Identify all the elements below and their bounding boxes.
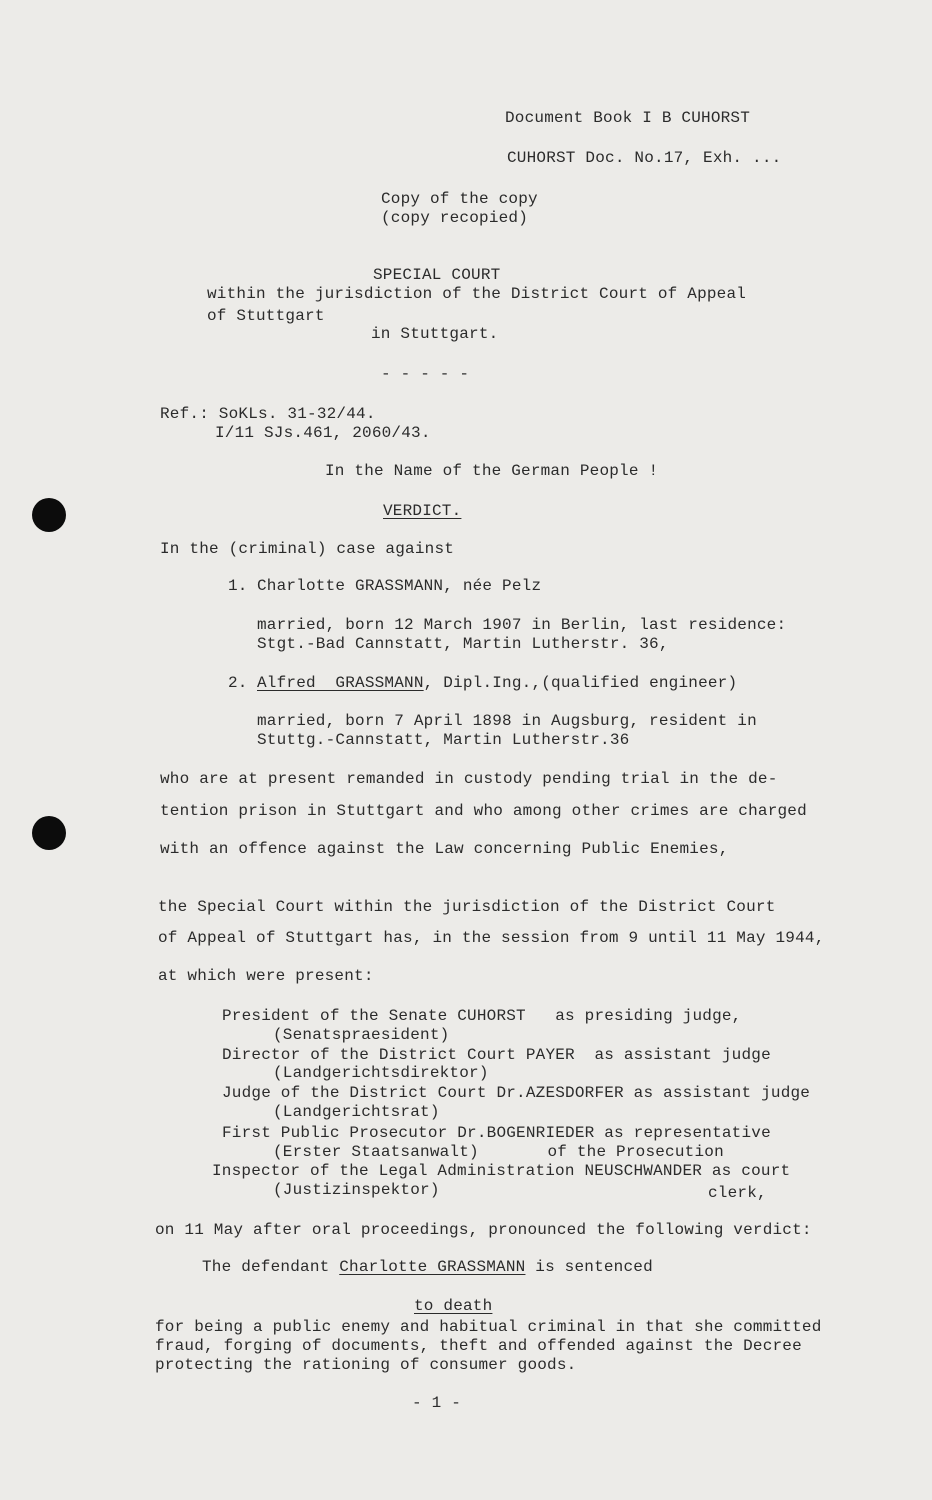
present-inspector-role: clerk, [708,1184,767,1202]
defendant2-name: Alfred GRASSMANN [257,674,424,692]
sentenced-defendant-name: Charlotte GRASSMANN [339,1258,526,1276]
defendant1-detail1: married, born 12 March 1907 in Berlin, last residence: [257,616,787,634]
punch-hole-top [32,498,66,532]
court-title: SPECIAL COURT [373,266,501,284]
document-book-label: Document Book I B CUHORST [505,109,751,127]
present-judge: Judge of the District Court Dr.AZESDORFER as assistant judge [222,1084,811,1102]
separator-dashes: - - - - - [381,365,470,383]
defendant1-name: Charlotte GRASSMANN, née Pelz [257,577,542,595]
present-president-title: (Senatspraesident) [273,1026,450,1044]
defendant1-detail2: Stgt.-Bad Cannstatt, Martin Lutherstr. 36, [257,635,669,653]
sentence-prefix: The defendant [202,1258,340,1276]
defendant1-number: 1. [228,577,248,595]
copy-note-line1: Copy of the copy [381,190,538,208]
defendant2-detail1: married, born 7 April 1898 in Augsburg, resident in [257,712,757,730]
case-intro: In the (criminal) case against [160,540,455,558]
present-prosecutor-title: (Erster Staatsanwalt) of the Prosecution [273,1143,724,1161]
custody-line3: with an offence against the Law concerning Public Enemies, [160,840,729,858]
copy-note-line2: (copy recopied) [381,209,529,227]
defendant2-number: 2. [228,674,248,692]
page-number: - 1 - [412,1394,462,1412]
present-director-title: (Landgerichtsdirektor) [273,1064,489,1082]
reference-line1: Ref.: SoKLs. 31-32/44. [160,405,376,423]
court-of-stuttgart: of Stuttgart [207,307,325,325]
verdict-pronounced: on 11 May after oral proceedings, pronounced the following verdict: [155,1221,812,1239]
present-prosecutor: First Public Prosecutor Dr.BOGENRIEDER as representative [222,1124,771,1142]
sentence-line [202,1258,653,1277]
reason-line1: for being a public enemy and habitual criminal in that she committed [155,1318,822,1336]
present-director: Director of the District Court PAYER as assistant judge [222,1046,771,1064]
document-number: CUHORST Doc. No.17, Exh. ... [507,149,782,167]
defendant2-title: , Dipl.Ing.,(qualified engineer) [423,674,738,692]
court-jurisdiction: within the jurisdiction of the District Court of Appeal [207,285,747,303]
defendant2-detail2: Stuttg.-Cannstatt, Martin Lutherstr.36 [257,731,630,749]
reason-line2: fraud, forging of documents, theft and offended against the Decree [155,1337,802,1355]
court-location: in Stuttgart. [371,325,499,343]
defendant2-line [257,674,737,693]
verdict-heading: VERDICT. [383,502,462,520]
custody-line2: tention prison in Stuttgart and who among other crimes are charged [160,802,807,820]
in-the-name-heading: In the Name of the German People ! [325,462,659,480]
present-judge-title: (Landgerichtsrat) [273,1103,440,1121]
punch-hole-bottom [32,816,66,850]
custody-line1: who are at present remanded in custody pending trial in the de- [160,770,778,788]
present-inspector: Inspector of the Legal Administration NEUSCHWANDER as court [212,1162,791,1180]
reference-line2: I/11 SJs.461, 2060/43. [215,424,431,442]
sentence-suffix: is sentenced [525,1258,653,1276]
present-inspector-title: (Justizinspektor) [273,1181,440,1199]
session-line3: at which were present: [158,967,374,985]
reason-line3: protecting the rationing of consumer goods. [155,1356,577,1374]
session-line2: of Appeal of Stuttgart has, in the session from 9 until 11 May 1944, [158,929,825,947]
session-line1: the Special Court within the jurisdiction of the District Court [158,898,776,916]
present-president: President of the Senate CUHORST as presiding judge, [222,1007,742,1025]
sentence-to-death: to death [414,1297,493,1315]
